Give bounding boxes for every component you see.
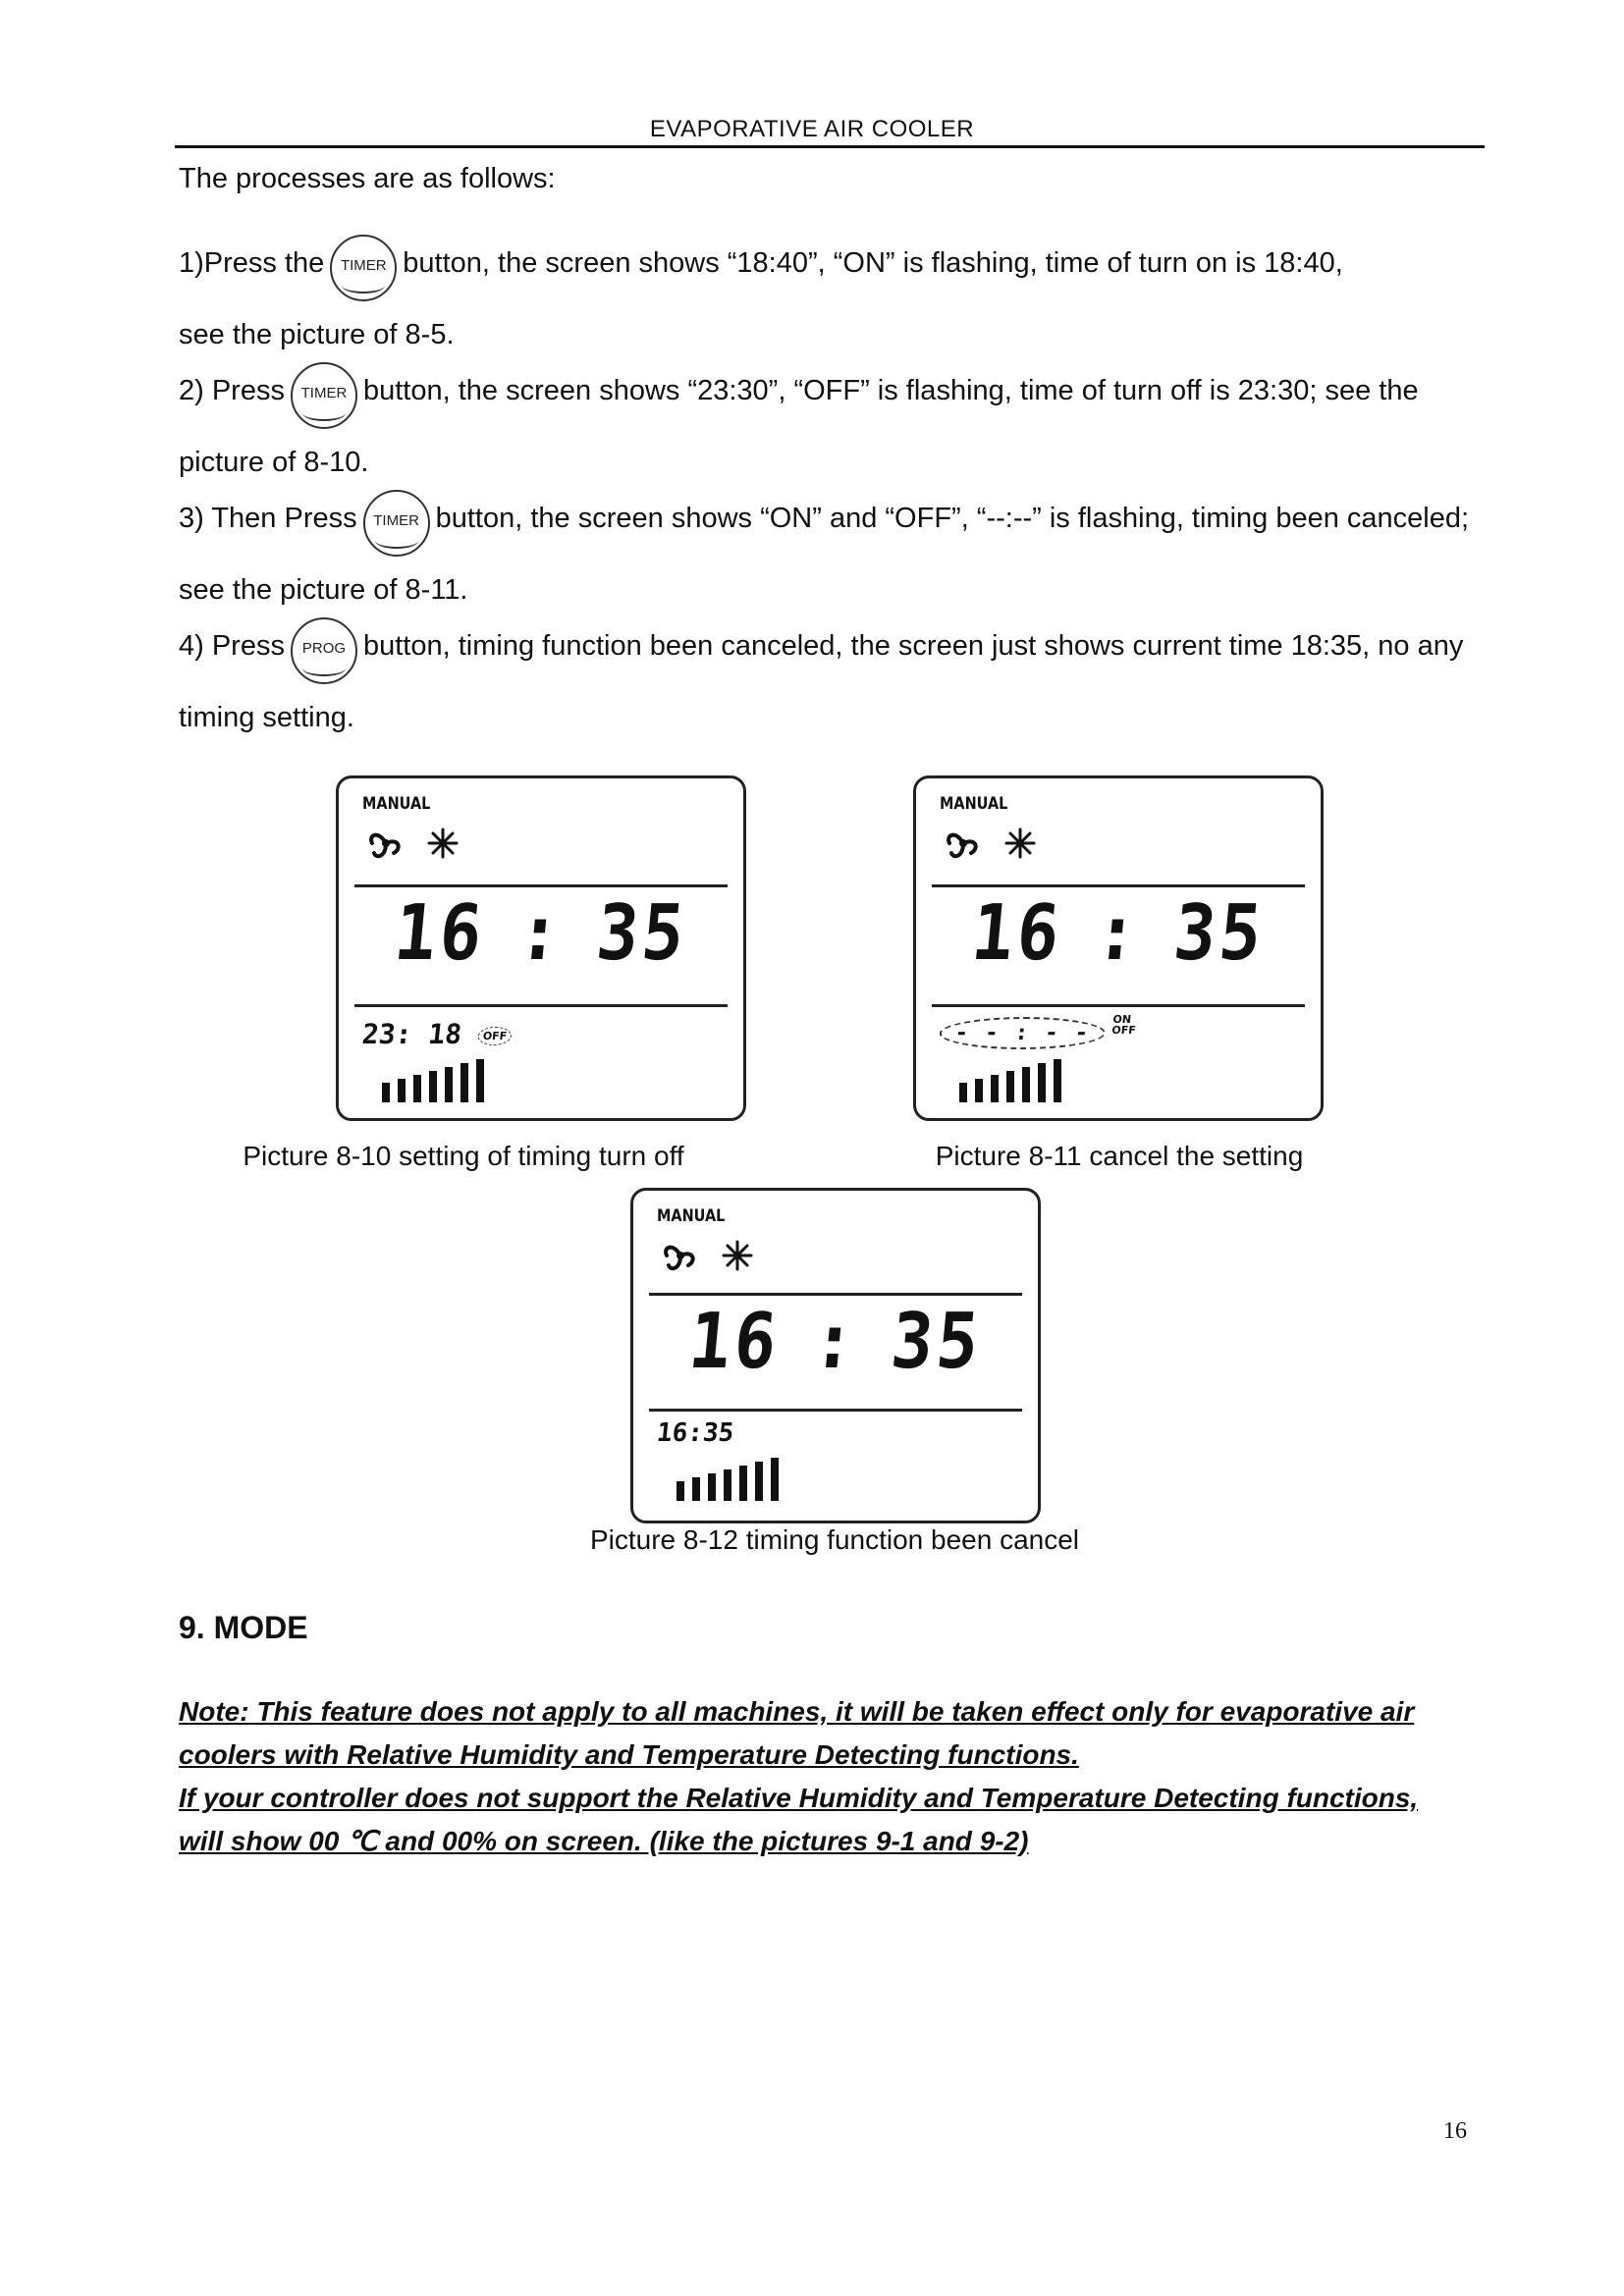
mode-label: MANUAL bbox=[657, 1206, 726, 1226]
current-time: 16:35 bbox=[655, 1418, 735, 1448]
step-3 bbox=[179, 497, 1494, 612]
step-4 bbox=[179, 624, 1494, 739]
lcd-divider bbox=[932, 884, 1305, 887]
lcd-clock bbox=[355, 889, 727, 978]
section-heading-mode: 9. MODE bbox=[179, 1610, 308, 1645]
lcd-clock bbox=[933, 889, 1304, 978]
prog-button-icon: PROG bbox=[291, 617, 357, 684]
note-line-1: Note: This feature does not apply to all machines, it will be taken effect only for evaporative air bbox=[179, 1696, 1415, 1727]
clock-hours: 16 bbox=[390, 889, 490, 978]
step-2-prefix: 2) Press bbox=[179, 375, 285, 406]
clock-separator: : bbox=[1091, 889, 1146, 978]
step-1-prefix: 1)Press the bbox=[179, 247, 325, 279]
snowflake-icon bbox=[724, 1242, 751, 1269]
on-indicator: ON bbox=[1111, 1013, 1132, 1026]
clock-minutes: 35 bbox=[1169, 889, 1270, 978]
off-indicator: OFF bbox=[477, 1027, 513, 1045]
step-1-line2: see the picture of 8-5. bbox=[179, 319, 455, 350]
fan-level-bar bbox=[975, 1079, 983, 1102]
flashing-time-placeholder: - - : - - bbox=[938, 1017, 1108, 1049]
caption-8-12: Picture 8-12 timing function been cancel bbox=[589, 1524, 1080, 1555]
fan-level-bar bbox=[991, 1075, 999, 1102]
fan-level-bar bbox=[739, 1466, 747, 1501]
lcd-divider bbox=[354, 884, 728, 887]
clock-hours: 16 bbox=[684, 1298, 785, 1386]
timer-time: 23: 18 bbox=[360, 1018, 463, 1050]
lcd-timer-readout bbox=[360, 1018, 514, 1050]
mode-label: MANUAL bbox=[940, 794, 1008, 814]
lcd-divider bbox=[649, 1293, 1022, 1296]
note-line-3: If your controller does not support the Relative Humidity and Temperature Detecting functions, bbox=[179, 1783, 1419, 1813]
mode-label: MANUAL bbox=[362, 794, 431, 814]
fan-level-bar bbox=[755, 1462, 763, 1501]
clock-separator: : bbox=[514, 889, 568, 978]
snowflake-icon bbox=[429, 829, 457, 857]
step-4-prefix: 4) Press bbox=[179, 630, 285, 662]
intro-text: The processes are as follows: bbox=[179, 163, 556, 194]
step-3-text: button, the screen shows “ON” and “OFF”, “--:--” is flashing, timing been canceled; bbox=[435, 503, 1470, 534]
fan-level-bar bbox=[771, 1458, 779, 1501]
fan-icon bbox=[948, 835, 976, 857]
step-4-line2: timing setting. bbox=[179, 702, 354, 733]
fan-level-bar bbox=[1022, 1067, 1030, 1102]
step-3-line2: see the picture of 8-11. bbox=[179, 574, 468, 606]
step-2 bbox=[179, 369, 1494, 484]
fan-level-bar bbox=[1054, 1059, 1061, 1102]
fan-level-bar bbox=[959, 1083, 967, 1102]
lcd-divider bbox=[649, 1409, 1022, 1412]
fan-level-bar bbox=[398, 1079, 406, 1102]
lcd-timer-readout bbox=[938, 1014, 1137, 1049]
timer-button-icon: TIMER bbox=[330, 235, 397, 301]
caption-8-10: Picture 8-10 setting of timing turn off bbox=[243, 1141, 684, 1171]
page-number: 16 bbox=[1443, 2118, 1467, 2144]
clock-minutes: 35 bbox=[592, 889, 692, 978]
fan-level-bar bbox=[445, 1067, 453, 1102]
fan-level-bar bbox=[708, 1473, 716, 1501]
header-divider bbox=[175, 145, 1485, 148]
fan-level-bar bbox=[413, 1075, 421, 1102]
timer-button-icon: TIMER bbox=[291, 362, 357, 429]
fan-icon bbox=[371, 835, 399, 857]
timer-button-icon: TIMER bbox=[363, 490, 430, 557]
fan-level-bar bbox=[1006, 1071, 1014, 1102]
lcd-clock bbox=[650, 1298, 1021, 1386]
fan-level-bar bbox=[1038, 1063, 1046, 1102]
step-1-text: button, the screen shows “18:40”, “ON” is flashing, time of turn on is 18:40, bbox=[403, 247, 1343, 279]
step-2-line2: picture of 8-10. bbox=[179, 447, 369, 478]
fan-level-bar bbox=[476, 1059, 484, 1102]
fan-level-bar bbox=[724, 1469, 731, 1501]
clock-minutes: 35 bbox=[887, 1298, 987, 1386]
lcd-panel-8-11 bbox=[913, 775, 1324, 1121]
fan-level-bar bbox=[429, 1071, 437, 1102]
lcd-panel-8-12 bbox=[630, 1188, 1041, 1523]
caption-8-11: Picture 8-11 cancel the setting bbox=[935, 1141, 1304, 1171]
snowflake-icon bbox=[1006, 829, 1034, 857]
off-indicator: OFF bbox=[1110, 1024, 1137, 1037]
lcd-timer-readout bbox=[655, 1418, 734, 1448]
lcd-panel-8-10 bbox=[336, 775, 746, 1121]
note-line-4: will show 00 ℃ and 00% on screen. (like the pictures 9-1 and 9-2) bbox=[179, 1826, 1029, 1856]
clock-separator: : bbox=[808, 1298, 863, 1386]
clock-hours: 16 bbox=[967, 889, 1067, 978]
note-line-2: coolers with Relative Humidity and Temperature Detecting functions. bbox=[179, 1739, 1079, 1770]
step-3-prefix: 3) Then Press bbox=[179, 503, 357, 534]
running-header: EVAPORATIVE AIR COOLER bbox=[649, 116, 975, 142]
step-1 bbox=[179, 241, 1494, 356]
step-2-text: button, the screen shows “23:30”, “OFF” is flashing, time of turn off is 23:30; see the bbox=[362, 375, 1419, 406]
fan-icon bbox=[666, 1248, 693, 1269]
fan-level-bar bbox=[692, 1477, 700, 1501]
fan-level-bar bbox=[677, 1481, 684, 1501]
lcd-divider bbox=[354, 1004, 728, 1007]
fan-level-bar bbox=[382, 1083, 390, 1102]
step-4-text: button, timing function been canceled, the screen just shows current time 18:35, no any bbox=[362, 630, 1464, 662]
fan-level-bar bbox=[460, 1063, 468, 1102]
lcd-divider bbox=[932, 1004, 1305, 1007]
